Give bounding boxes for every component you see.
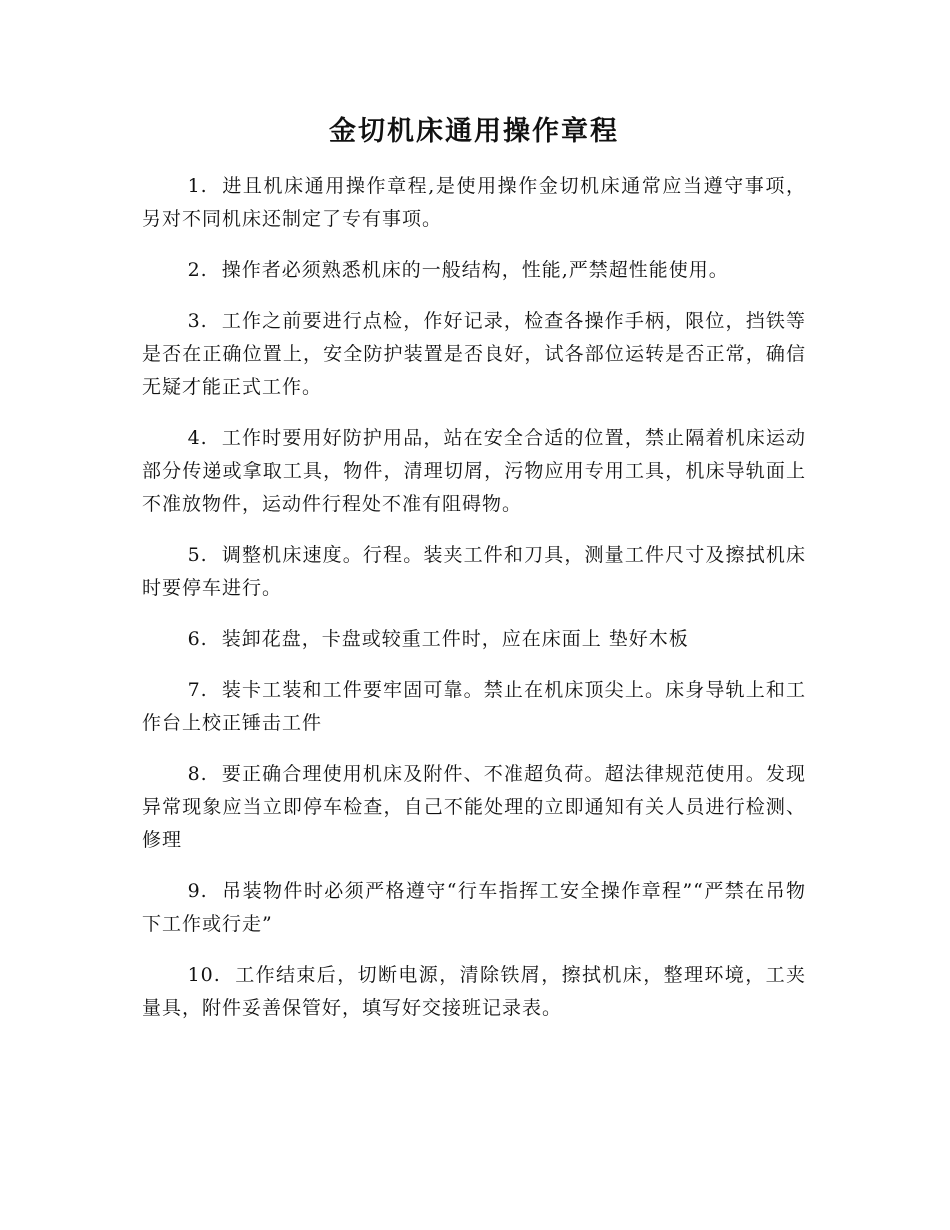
rule-text: 操作者必须熟悉机床的一般结构，性能,严禁超性能使用。 [221, 259, 729, 281]
rule-item-5 [142, 539, 806, 605]
rule-item-10 [142, 959, 806, 1025]
rule-item-1 [142, 170, 806, 236]
rule-text: 要正确合理使用机床及附件、不准超负荷。超法律规范使用。发现异常现象应当立即停车检查，自己不能处理的立即通知有关人员进行检测、修理 [142, 763, 806, 851]
rule-text: 装卡工装和工件要牢固可靠。禁止在机床顶尖上。床身导轨上和工作台上校正锤击工件 [142, 679, 806, 734]
rule-item-4 [142, 422, 806, 521]
rule-number: 6. [187, 628, 208, 650]
rule-item-2 [142, 254, 806, 287]
rule-text: 进且机床通用操作章程,是使用操作金切机床通常应当遵守事项，另对不同机床还制定了专有事项。 [142, 175, 806, 230]
rule-number: 4. [187, 427, 208, 449]
rule-item-3 [142, 305, 806, 404]
rule-text: 工作时要用好防护用品，站在安全合适的位置，禁止隔着机床运动部分传递或拿取工具，物件，清理切屑，污物应用专用工具，机床导轨面上不准放物件，运动件行程处不准有阻碍物。 [142, 427, 806, 515]
rule-number: 10. [187, 964, 221, 986]
document-title: 金切机床通用操作章程 [329, 116, 619, 147]
document-page [142, 112, 806, 1043]
rule-number: 8. [187, 763, 208, 785]
rule-number: 7. [187, 679, 208, 701]
rule-text: 吊装物件时必须严格遵守“行车指挥工安全操作章程”“严禁在吊物下工作或行走” [142, 880, 806, 935]
rule-number: 9. [187, 880, 208, 902]
rule-item-9 [142, 875, 806, 941]
rule-number: 3. [187, 310, 208, 332]
rule-text: 调整机床速度。行程。装夹工件和刀具，测量工件尺寸及擦拭机床时要停车进行。 [142, 544, 806, 599]
rule-text: 装卸花盘，卡盘或较重工件时，应在床面上 垫好木板 [221, 628, 689, 650]
rule-text: 工作结束后，切断电源，清除铁屑，擦拭机床，整理环境，工夹量具，附件妥善保管好，填写好交接班记录表。 [142, 964, 806, 1019]
rule-number: 1. [187, 175, 208, 197]
rule-item-6 [142, 623, 806, 656]
rule-number: 5. [187, 544, 208, 566]
rule-item-7 [142, 674, 806, 740]
rule-item-8 [142, 758, 806, 857]
rule-number: 2. [187, 259, 208, 281]
rule-text: 工作之前要进行点检，作好记录，检查各操作手柄，限位，挡铁等是否在正确位置上，安全防护装置是否良好，试各部位运转是否正常，确信无疑才能正式工作。 [142, 310, 806, 398]
